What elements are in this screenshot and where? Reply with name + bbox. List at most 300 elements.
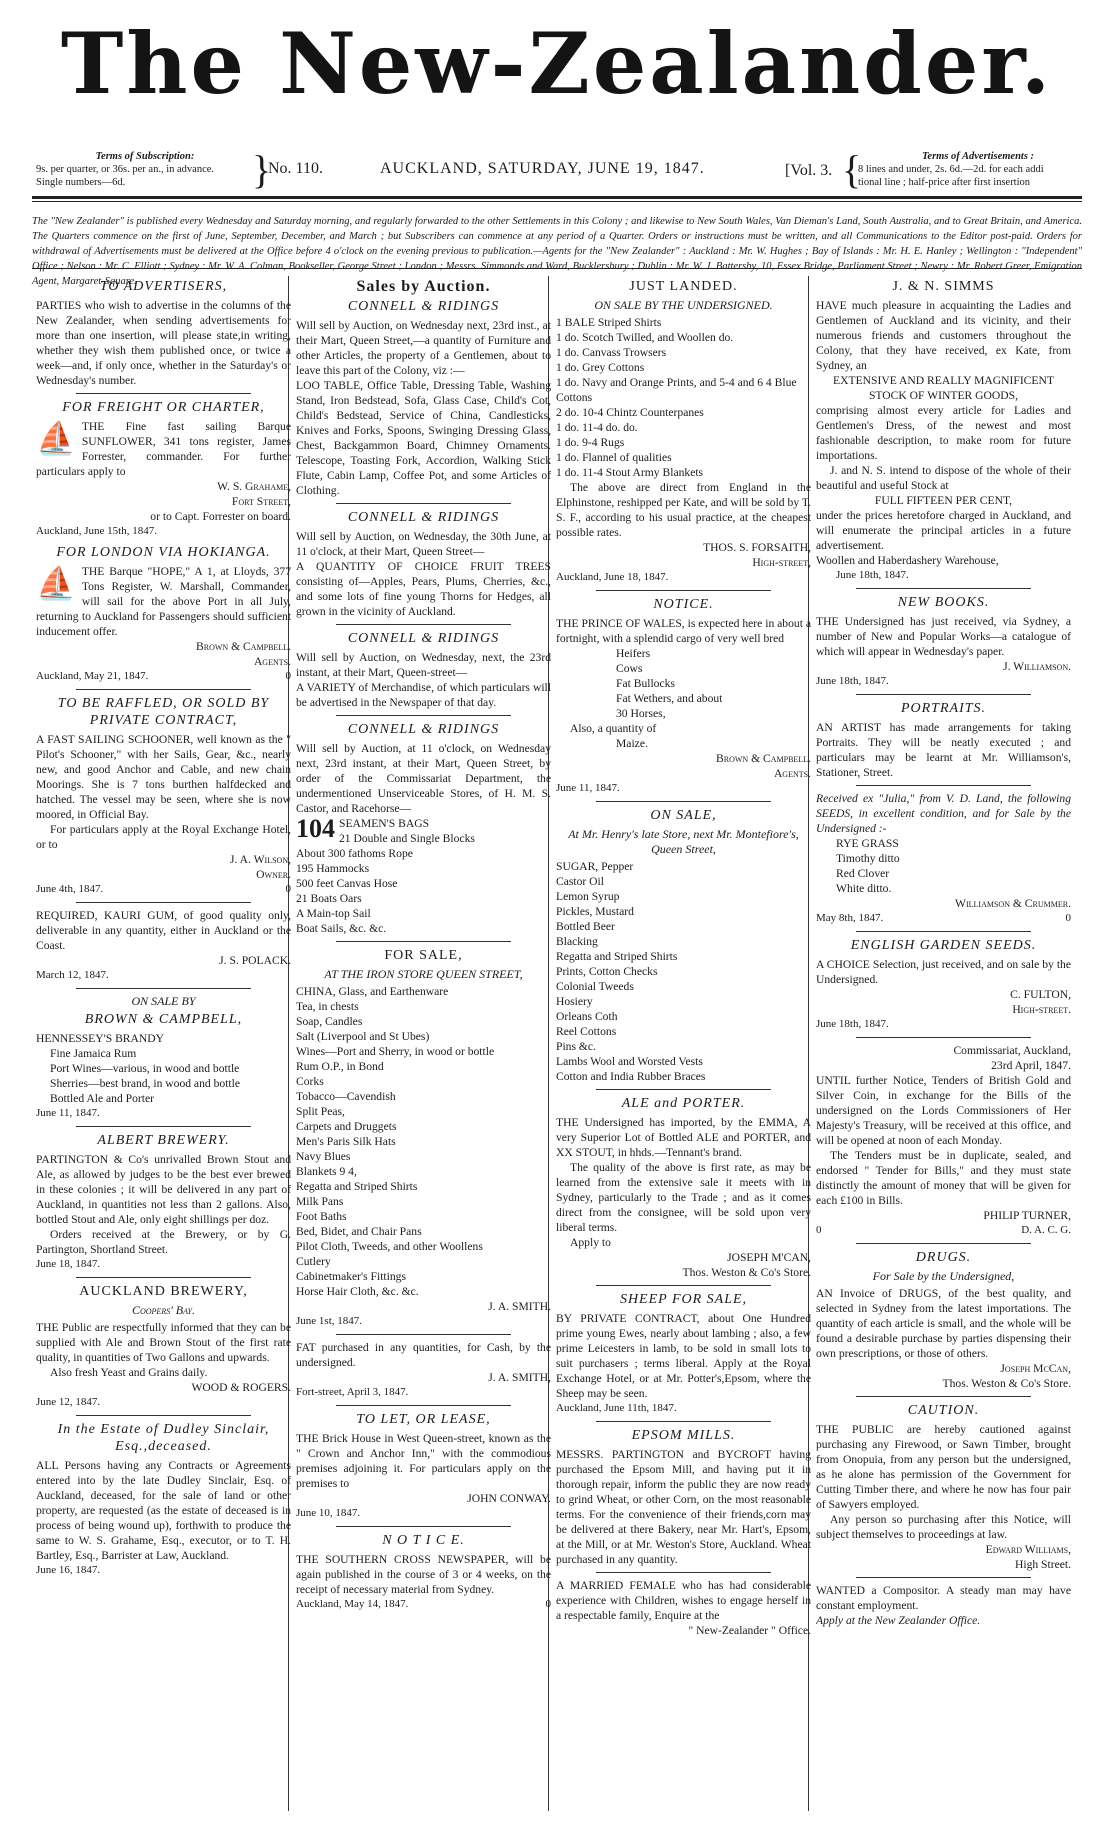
list-item: Blacking (556, 935, 598, 948)
list-item: Castor Oil (556, 875, 604, 888)
list-item: White ditto. (836, 882, 892, 895)
ad-title: N O T I C E. (382, 1533, 465, 1548)
ad-separator (856, 1037, 1031, 1038)
ad-separator (76, 1415, 251, 1416)
ad-separator (856, 931, 1031, 932)
list-item: 2 do. 10-4 Chintz Counterpanes (556, 406, 704, 419)
ad-date: June 16, 1847. (36, 1564, 101, 1576)
ad-title: AUCKLAND BREWERY, (79, 1284, 248, 1299)
ad-title: JUST LANDED. (629, 279, 738, 294)
ad-signature: J. A. SMITH, (488, 1371, 551, 1384)
ad-date: June 10, 1847. (296, 1507, 361, 1519)
ad-separator (76, 689, 251, 690)
ad-title: NOTICE. (653, 597, 714, 612)
ad-signature: High Street. (1014, 1558, 1071, 1571)
list-item: Cotton and India Rubber Braces (556, 1070, 706, 1083)
ad-body: under the prices heretofore charged in Auckland, and will enumerate the principal articles in a future advertisement. (816, 509, 1071, 552)
list-item: 21 Boats Oars (296, 892, 362, 905)
ad-separator (336, 624, 511, 625)
ad-subtitle: Coopers' Bay. (131, 1303, 195, 1317)
ad-title: TO LET, OR LEASE, (356, 1412, 491, 1427)
ad-title: FOR SALE, (384, 948, 463, 963)
ad-brandy (36, 994, 291, 1121)
ad-body: J. and N. S. intend to dispose of the whole of their beautiful and useful Stock at (816, 464, 1071, 492)
ad-signature: PHILIP TURNER, (983, 1209, 1071, 1222)
ad-body: comprising almost every article for Ladies and Gentlemen's Dress, of the newest and most fashionable description, to make room for future importations. (816, 404, 1071, 462)
ad-london (36, 544, 291, 684)
ad-separator (856, 1396, 1031, 1397)
ad-date: June 12, 1847. (36, 1396, 101, 1408)
ad-line: Fine Jamaica Rum (50, 1047, 137, 1060)
ad-separator (596, 801, 771, 802)
ad-body: Also fresh Yeast and Grains daily. (50, 1366, 208, 1379)
ad-date (816, 1223, 1071, 1238)
ad-date-text: Auckland, May 14, 1847. (296, 1598, 409, 1610)
ad-date: June 11, 1847. (36, 1107, 100, 1119)
ad-signature: J. Williamson. (1003, 660, 1071, 673)
issue-date: AUCKLAND, SATURDAY, JUNE 19, 1847. (380, 160, 705, 177)
ad-title: CONNELL & RIDINGS (347, 722, 500, 737)
ad-body: A MARRIED FEMALE who has had considerable experience with Children, wishes to engage herself in a respectable family, Enquire at the (556, 1579, 811, 1622)
ad-signature: Woollen and Haberdashery Warehouse, (816, 554, 999, 567)
ad-signature: Brown & Campbell. (716, 752, 811, 765)
list-item: Lambs Wool and Worsted Vests (556, 1055, 703, 1068)
ad-signature: High-street. (1012, 1003, 1071, 1016)
ad-iron-store (296, 947, 551, 1329)
ad-signature: W. S. Grahame, (217, 480, 291, 493)
list-item: 1 do. 11-4 do. do. (556, 421, 638, 434)
list-item: 1 do. 11-4 Stout Army Blankets (556, 466, 704, 479)
ad-separator (336, 715, 511, 716)
ad-title: ALE and PORTER. (621, 1096, 746, 1111)
list-item: Reel Cottons (556, 1025, 617, 1038)
list-item: Rum O.P., in Bond (296, 1060, 384, 1073)
list-item: 1 do. Scotch Twilled, and Woollen do. (556, 331, 734, 344)
ad-title: ALBERT BREWERY. (97, 1133, 230, 1148)
list-item: Pickles, Mustard (556, 905, 634, 918)
ad-signature: Agents. (253, 655, 291, 668)
list-item: 30 Horses, (616, 707, 666, 720)
ad-signature: THOS. S. FORSAITH, (703, 541, 811, 554)
ad-signature: Owner. (256, 868, 291, 881)
list-item: Lemon Syrup (556, 890, 620, 903)
ad-signature: JOSEPH M'CAN, (727, 1251, 811, 1264)
ad-auction-fruit-trees (296, 509, 551, 619)
subscription-line: 9s. per quarter, or 36s. per an., in advance. (36, 164, 215, 175)
list-item: Hosiery (556, 995, 593, 1008)
ad-body: A FAST SAILING SCHOONER, well known as the " Pilot's Schooner," with her Sails, Gear, &c., nearly new, and good Anchor and Cable, and new chain Moorings. She is 7 tons burthen halfdecked and hatched. The vessel may be seen, where she is now moored, in Official Bay. (36, 733, 291, 821)
ad-ale-porter (556, 1095, 811, 1280)
ad-southern-cross (296, 1532, 551, 1612)
ad-date (296, 1597, 551, 1612)
ad-body: THE Barque "HOPE," A 1, at Lloyds, 377 Tons Register, W. Marshall, Commander, will sail for the above Port in all July, returning to Auckland for Passengers should sufficient inducement offer. (36, 565, 291, 638)
section-title: Sales by Auction. (356, 278, 491, 295)
ad-date: Auckland, June 18, 1847. (556, 571, 669, 583)
list-item: Salt (Liverpool and St Ubes) (296, 1030, 430, 1043)
ad-date: June 1st, 1847. (296, 1315, 362, 1327)
ad-body: ALL Persons having any Contracts or Agreements entered into by the late Dudley Sinclair, Esq. of Auckland, deceased, for the sale of land or other property, are requested (as the estate of deceased is in process of being wound up), forthwith to produce the same to W. S. Grahame, Esq., executor, or to T. H. Bartley, Esq., Barrister at Law, Auckland. (36, 1459, 291, 1562)
ad-signature: Thos. Weston & Co's Store. (942, 1377, 1071, 1390)
ad-subtitle: At Mr. Henry's late Store, next Mr. Montefiore's, Queen Street, (568, 827, 799, 856)
ad-wanted (816, 1583, 1071, 1628)
list-item: Bottled Beer (556, 920, 615, 933)
ad-body: BY PRIVATE CONTRACT, about One Hundred prime young Ewes, nearly about lambing ; also, a few prime Leicesters in lamb, to be sold in small lots to suit purchasers ; terms liberal. Apply at the Royal Exchange Hotel, or at Mr. Potter's,Epsom, where the Sheep may be seen. (556, 1312, 811, 1400)
ad-date: June 18th, 1847. (836, 569, 909, 581)
brace-glyph: { (842, 147, 862, 192)
list-item: Milk Pans (296, 1195, 344, 1208)
iron-store-list (296, 984, 551, 1299)
on-sale-list (556, 859, 811, 1084)
ad-date: June 18th, 1847. (816, 1018, 889, 1030)
list-item: Cows (616, 662, 643, 675)
ad-title: ENGLISH GARDEN SEEDS. (850, 938, 1037, 953)
subscription-heading: Terms of Subscription: (95, 151, 195, 162)
ad-signature: " New-Zealander " Office. (688, 1624, 811, 1637)
ad-body: A CHOICE Selection, just received, and on sale by the Undersigned. (816, 958, 1071, 986)
ad-epsom-mills (556, 1427, 811, 1567)
ad-signature: Fort Street, (231, 495, 291, 508)
list-item: Soap, Candles (296, 1015, 363, 1028)
list-item: Regatta and Striped Shirts (556, 950, 678, 963)
list-item: Fat Wethers, and about (616, 692, 723, 705)
list-item: Regatta and Striped Shirts (296, 1180, 418, 1193)
list-item: Wines—Port and Sherry, in wood or bottle (296, 1045, 495, 1058)
ad-body: THE PUBLIC are hereby cautioned against purchasing any Firewood, or Sawn Timber, brought from Onopuia, from any person but the undersigned, as he alone has permission of the Government for Cutting Timber there, and where he now has four pair of Sawyers employed. (816, 1423, 1071, 1511)
list-item: 1 do. 9-4 Rugs (556, 436, 625, 449)
ad-drugs (816, 1249, 1071, 1391)
list-item: Carpets and Druggets (296, 1120, 397, 1133)
ad-title: CAUTION. (907, 1403, 980, 1418)
ad-date: Auckland, June 11th, 1847. (556, 1402, 677, 1414)
ad-kauri-gum (36, 908, 291, 983)
ad-estate (36, 1421, 291, 1578)
ad-date: Auckland, June 15th, 1847. (36, 525, 157, 537)
ad-line: Sherries—best brand, in wood and bottle (50, 1077, 240, 1090)
ad-body: For particulars apply at the Royal Exchange Hotel, or to (36, 823, 291, 851)
ad-body: PARTINGTON & Co's unrivalled Brown Stout and Ale, as allowed by judges to be the best ever brewed in these colonies ; it will be delivered in any part of Auckland, in quantities not less than 2 gallons. Also, bottled Stout and Ale, only eight shillings per doz. (36, 1153, 291, 1226)
ad-mark: 0 (816, 1224, 822, 1236)
ship-icon: ⛵ (36, 565, 76, 601)
ad-commissariat (816, 1043, 1071, 1238)
ad-subtitle: For Sale by the Undersigned, (872, 1269, 1015, 1283)
ad-simms (816, 278, 1071, 583)
ad-body: HAVE much pleasure in acquainting the Ladies and Gentlemen of Auckland and its vicinity, and their numerous friends and customers throughout the Colony, that they have received, ex Kate, from Sydney, an (816, 299, 1071, 372)
ad-body: THE Public are respectfully informed that they can be supplied with Ale and Brown Stout of the first rate quality, in quantities of Two Gallons and upwards. (36, 1321, 291, 1364)
masthead-title: The New-Zealander. (60, 14, 1054, 113)
ad-title: FOR FREIGHT OR CHARTER, (62, 400, 265, 415)
ad-line: Bottled Ale and Porter (50, 1092, 155, 1105)
ad-date-text: Auckland, May 21, 1847. (36, 670, 149, 682)
list-item: A Main-top Sail (296, 907, 371, 920)
ad-body: Orders received at the Brewery, or by G. Partington, Shortland Street. (36, 1228, 291, 1256)
ad-subtitle: ON SALE BY THE UNDERSIGNED. (594, 298, 773, 312)
list-item: Foot Baths (296, 1210, 347, 1223)
ad-body: Any person so purchasing after this Notice, will subject themselves to proceedings at law. (816, 1513, 1071, 1541)
ad-signature: Edward Williams, (985, 1543, 1071, 1556)
ad-date-text: June 4th, 1847. (36, 883, 104, 895)
subscription-terms (36, 150, 254, 189)
list-item: 195 Hammocks (296, 862, 370, 875)
list-item: 1 BALE Striped Shirts (556, 316, 662, 329)
column-4 (816, 276, 1071, 1811)
ad-prince-of-wales (556, 596, 811, 796)
ad-mark: 0 (285, 883, 291, 895)
ad-date (816, 911, 1071, 926)
ad-signature: J. A. SMITH. (488, 1300, 551, 1313)
ad-date: June 11, 1847. (556, 782, 620, 794)
list-item: Split Peas, (296, 1105, 345, 1118)
ad-separator (596, 590, 771, 591)
list-item: 1 do. Canvass Trowsers (556, 346, 667, 359)
ad-body: AN Invoice of DRUGS, of the best quality, and selected in Sydney from the latest importations. The quantity of each article is small, and the whole will be found a desirable purchase by parties dispensing their own prescriptions, or those of others. (816, 1287, 1071, 1360)
list-item: Red Clover (836, 867, 890, 880)
ad-title: SHEEP FOR SALE, (619, 1292, 748, 1307)
list-item: Fat Bullocks (616, 677, 675, 690)
ad-body: REQUIRED, KAURI GUM, of good quality only, deliverable in any quantity, either in Auckland or the Coast. (36, 909, 291, 952)
ad-body: Will sell by Auction, on Wednesday, the 30th June, at 11 o'clock, at their Mart, Queen Street— (296, 530, 551, 558)
ad-to-advertisers (36, 278, 291, 388)
ad-fat (296, 1340, 551, 1400)
ad-separator (856, 1243, 1031, 1244)
ad-separator (336, 941, 511, 942)
list-item: Corks (296, 1075, 324, 1088)
ship-icon: ⛵ (36, 420, 76, 456)
list-item: 21 Double and Single Blocks (339, 832, 475, 845)
list-item: Pins &c. (556, 1040, 596, 1053)
ad-date (36, 669, 291, 684)
ad-title: TO ADVERTISERS, (99, 279, 228, 294)
ad-signature: Agents. (773, 767, 811, 780)
ad-date (36, 882, 291, 897)
list-item: About 300 fathoms Rope (296, 847, 413, 860)
ad-line: HENNESSEY'S BRANDY (36, 1032, 165, 1045)
list-item: Boat Sails, &c. &c. (296, 922, 387, 935)
ad-mark: 0 (1065, 912, 1071, 924)
ad-separator (336, 1334, 511, 1335)
ad-separator (76, 1277, 251, 1278)
list-item: Heifers (616, 647, 651, 660)
ad-title: CONNELL & RIDINGS (347, 631, 500, 646)
ad-line: Port Wines—various, in wood and bottle (50, 1062, 240, 1075)
ad-title: NEW BOOKS. (897, 595, 990, 610)
list-item: Blankets 9 4, (296, 1165, 357, 1178)
ad-quantity: 104 (296, 814, 335, 843)
ad-freight (36, 399, 291, 539)
ad-title: J. & N. SIMMS (892, 279, 995, 294)
ad-list: LOO TABLE, Office Table, Dressing Table, Washing Stand, Iron Bedstead, Sofa, Glass Case, Child's Cot, Child's Bedstead, Service of China, Candlesticks, Knives and Forks, Spoons, Swinging Dressing Glass, Chest, Backgammon Board, Chimney Ornaments. Telescope, Toasting Fork, Accordion, Walking Stick Flute, Cabin Lamp, Coffee Pot, and some Articles of Clothing. (296, 379, 551, 497)
ad-title: CONNELL & RIDINGS (347, 299, 500, 314)
ad-title: CONNELL & RIDINGS (347, 510, 500, 525)
ad-raffle (36, 695, 291, 897)
issue-number: No. 110. (268, 160, 323, 177)
list-item: RYE GRASS (836, 837, 899, 850)
ad-separator (76, 988, 251, 989)
ad-body: Will sell by Auction, on Wednesday next, 23rd inst., at their Mart, Queen Street,—a quantity of Furniture and other Articles, the property of a Gentlemen, about to leave this part of the Colony, viz :— (296, 319, 551, 377)
ad-signature: D. A. C. G. (1021, 1224, 1071, 1236)
brace-glyph: } (252, 147, 272, 192)
advertisement-line: tional line ; half-price after first insertion (858, 177, 1031, 188)
advertisement-heading: Terms of Advertisements : (921, 151, 1035, 162)
ad-body: PARTIES who wish to advertise in the columns of the New Zealander, when sending advertisements for more than one insertion, will please state,in writing, whether they wish them published once, or twice a week—and, if only once, whether in the Saturday's or Wednesday's number. (36, 299, 291, 387)
ad-auction-furniture (296, 298, 551, 498)
ad-body: A QUANTITY OF CHOICE FRUIT TREES consisting of—Apples, Pears, Plums, Cherries, &c., and some lots of fine young Thorns for Hedges, all grown in the vicinity of Auckland. (296, 560, 551, 618)
list-item: Maize. (616, 737, 648, 750)
ad-to-let (296, 1411, 551, 1521)
ad-signature: J. S. POLACK. (219, 954, 291, 967)
list-item: Timothy ditto (836, 852, 900, 865)
ad-separator (336, 1526, 511, 1527)
ad-mark: 0 (545, 1598, 551, 1610)
ad-title: PORTRAITS. (900, 701, 987, 716)
ad-seeds (816, 791, 1071, 926)
list-item: SUGAR, Pepper (556, 860, 634, 873)
ad-signature: Brown & Campbell. (196, 640, 291, 653)
ad-body: MESSRS. PARTINGTON and BYCROFT having purchased the Epsom Mill, and having put it in thorough repair, inform the public they are now ready to grind Wheat, or other Corn, on the most reasonable terms. For the convenience of their friends,corn may be delivered at there Bakery, near Mr. Hart's, Epsom, at the Mill, or at Mr. Weston's Store, Auckland. Wheat purchased in any quantity. (556, 1448, 811, 1566)
volume-number: [Vol. 3. (785, 162, 833, 179)
ad-separator (76, 393, 251, 394)
ad-title: FOR LONDON VIA HOKIANGA. (56, 545, 271, 560)
ad-body: THE PRINCE OF WALES, is expected here in about a fortnight, with a splendid cargo of very well bred (556, 617, 811, 645)
list-item: Bed, Bidet, and Chair Pans (296, 1225, 422, 1238)
list-item: Prints, Cotton Checks (556, 965, 658, 978)
ad-portraits (816, 700, 1071, 780)
ad-body: THE Brick House in West Queen-street, known as the " Crown and Anchor Inn," with the commodious premises adjoining it. For particulars apply on the premises to (296, 1432, 551, 1490)
list-item: 500 feet Canvas Hose (296, 877, 398, 890)
ad-on-sale (556, 807, 811, 1084)
ad-separator (336, 1405, 511, 1406)
ad-auckland-brewery (36, 1283, 291, 1410)
publication-notice: The "New Zealander" is published every Wednesday and Saturday morning, and regularly forwarded to the other Settlements in this Colony ; and likewise to New South Wales, Van Dieman's Land, South Australia, and to Great Britain, and America. The Quarters commence on the first of June, September, December, and March ; but Subscribers can commence at any period of a Quarter. Orders or instructions must be written, and all Communications to the Editor post-paid. Orders for withdrawal of Advertisements must be delivered at the Office before 4 o'clock on the evening previous to publication.—Agents for the "New Zealander" : Auckland : Mr. W. Hughes ; Bay of Islands : Mr. H. E. Hanley ; Wellington : "Independent" Office ; Nelson : Mr. C. Elliott ; Sydney : Mr. W. A. Colman, Bookseller, George Street ; London ; Messrs. Simmonds and Ward, Bucklersbury ; Dublin : Mr. W. J. Battersby, 10, Essex Bridge, Parliament Street ; Newry : Mr. Robert Greer, Emigration Agent, Margaret-Square. (32, 216, 1082, 287)
list-item: Navy Blues (296, 1150, 351, 1163)
ad-caution (816, 1402, 1071, 1572)
ad-separator (856, 785, 1031, 786)
dateline (0, 147, 1114, 194)
ad-mark: 0 (285, 670, 291, 682)
ad-separator (856, 694, 1031, 695)
ad-signature: WOOD & ROGERS. (191, 1381, 291, 1394)
ad-body: Will sell by Auction, at 11 o'clock, on Wednesday next, 23rd instant, at their Mart, Queen Street, by order of the Commissariat Department, the undermentioned Unserviceable Stores, of H. M. S. Castor, and Racehorse— (296, 742, 551, 815)
ad-separator (856, 588, 1031, 589)
ad-signature: JOHN CONWAY. (467, 1492, 551, 1505)
list-item: Cabinetmaker's Fittings (296, 1270, 406, 1283)
ad-emphasis: FULL FIFTEEN PER CENT, (874, 494, 1013, 507)
ad-body: The above are direct from England in the Elphinstone, reshipped per Kate, and will be sold by T. S. F., according to his usual practice, at the cheapest possible rates. (556, 481, 811, 539)
ad-separator (596, 1572, 771, 1573)
list-item: Pilot Cloth, Tweeds, and other Woollens (296, 1240, 483, 1253)
ad-heading: Received ex "Julia," from V. D. Land, the following SEEDS, in excellent condition, and for Sale by the Undersigned :- (816, 792, 1071, 835)
ad-title: EPSOM MILLS. (631, 1428, 736, 1443)
ad-body: AN ARTIST has made arrangements for taking Portraits. They will be neatly executed ; and particulars may be learnt at Mr. Williamson's, Stationer, Street. (816, 721, 1071, 779)
list-item: Colonial Tweeds (556, 980, 634, 993)
ad-separator (596, 1421, 771, 1422)
ad-body: The quality of the above is first rate, as may be learned from the extensive sale it meets with in Sydney, particularly to the Trade ; and as it comes direct from the consignee, will be sold upon very liberal terms. (556, 1161, 811, 1234)
ad-date: June 18th, 1847. (816, 675, 889, 687)
ad-subtitle: ON SALE BY (131, 994, 196, 1008)
ad-body: THE Undersigned has just received, via Sydney, a number of New and Popular Works—a catalogue of which will appear in Wednesday's paper. (816, 615, 1071, 658)
ad-albert-brewery (36, 1132, 291, 1272)
ad-subtitle: AT THE IRON STORE QUEEN STREET, (324, 967, 523, 981)
ad-signature: Williamson & Crummer. (955, 897, 1071, 910)
ad-signature: J. A. Wilson, (229, 853, 291, 866)
ad-body: UNTIL further Notice, Tenders of British Gold and Silver Coin, in exchange for the Bills of the undersigned on the Lords Commissioners of Her Majesty's Treasury, will be received at this office, and will be opened at noon of each Monday. (816, 1074, 1071, 1147)
ad-date-text: May 8th, 1847. (816, 912, 884, 924)
advertisement-terms (858, 150, 1098, 189)
list-item: Orleans Coth (556, 1010, 618, 1023)
column-2 (296, 276, 551, 1811)
list-item: Tea, in chests (296, 1000, 359, 1013)
ad-body: Apply to (570, 1236, 611, 1249)
ad-date: June 18, 1847. (36, 1258, 101, 1270)
ad-married-female (556, 1578, 811, 1638)
ad-separator (76, 1126, 251, 1127)
ad-body: FAT purchased in any quantities, for Cash, by the undersigned. (296, 1341, 551, 1369)
list-item: CHINA, Glass, and Earthenware (296, 985, 449, 998)
list-item: Cutlery (296, 1255, 331, 1268)
ad-auction-merchandise (296, 630, 551, 710)
list-item: 1 do. Navy and Orange Prints, and 5-4 and 6 4 Blue Cottons (556, 376, 797, 404)
ad-new-books (816, 594, 1071, 689)
ad-title: BROWN & CAMPBELL, (84, 1012, 243, 1027)
seeds-list (836, 836, 1071, 896)
ad-signature: C. FULTON, (1010, 988, 1071, 1001)
list-item: Tobacco—Cavendish (296, 1090, 396, 1103)
ad-heading: Commissariat, Auckland, (953, 1044, 1071, 1057)
ad-heading: 23rd April, 1847. (991, 1059, 1071, 1072)
list-item: Horse Hair Cloth, &c. &c. (296, 1285, 419, 1298)
ad-signature: Apply at the New Zealander Office. (816, 1614, 981, 1627)
ad-title: In the Estate of Dudley Sinclair, Esq.,deceased. (57, 1422, 270, 1454)
ad-separator (596, 1285, 771, 1286)
ad-auction-stores (296, 721, 551, 936)
header-rule (32, 196, 1082, 199)
ad-body: A VARIETY of Merchandise, of which particulars will be advertised in the Newspaper of that day. (296, 681, 551, 709)
list-item: 1 do. Flannel of qualities (556, 451, 672, 464)
ad-signature: Thos. Weston & Co's Store. (682, 1266, 811, 1279)
ad-signature: or to Capt. Forrester on board. (150, 510, 291, 523)
ad-signature: Joseph McCan, (1000, 1362, 1071, 1375)
ad-garden-seeds (816, 937, 1071, 1032)
advertisement-line: 8 lines and under, 2s. 6d.—2d. for each addi (858, 164, 1044, 175)
ad-date: Fort-street, April 3, 1847. (296, 1386, 409, 1398)
ad-just-landed (556, 278, 811, 585)
list-item: Men's Paris Silk Hats (296, 1135, 396, 1148)
ad-body: Also, a quantity of (570, 722, 657, 735)
ad-body: THE Undersigned has imported, by the EMMA, A very Superior Lot of Bottled ALE and PORTER, and XX STOUT, in hhds.—Tennant's brand. (556, 1116, 811, 1159)
ad-sheep (556, 1291, 811, 1416)
section-rule (32, 268, 1082, 269)
ad-separator (76, 902, 251, 903)
ad-body: Will sell by Auction, on Wednesday, next, the 23rd instant, at their Mart, Queen-street— (296, 651, 551, 679)
column-1 (36, 276, 291, 1811)
landed-list (556, 315, 811, 480)
ad-signature: High-street, (752, 556, 811, 569)
subscription-line: Single numbers—6d. (36, 177, 126, 188)
ad-body: THE Fine fast sailing Barque SUNFLOWER, 341 tons register, James Forrester, commander. For further particulars apply to (36, 420, 291, 478)
ad-body: THE SOUTHERN CROSS NEWSPAPER, will be again published in the course of 3 or 4 weeks, on the receipt of necessary material from Sydney. (296, 1553, 551, 1596)
ad-title: DRUGS. (915, 1250, 972, 1265)
header-rule (32, 201, 1082, 202)
ad-separator (596, 1089, 771, 1090)
ad-separator (336, 503, 511, 504)
ad-title: TO BE RAFFLED, OR SOLD BY PRIVATE CONTRACT, (57, 696, 270, 728)
ad-date: March 12, 1847. (36, 969, 109, 981)
ad-separator (856, 1577, 1031, 1578)
ad-emphasis: EXTENSIVE AND REALLY MAGNIFICENT STOCK OF WINTER GOODS, (833, 374, 1054, 402)
ad-body: WANTED a Compositor. A steady man may have constant employment. (816, 1584, 1071, 1612)
column-3 (556, 276, 811, 1811)
list-item: SEAMEN'S BAGS (339, 817, 430, 830)
cargo-list (616, 646, 811, 721)
